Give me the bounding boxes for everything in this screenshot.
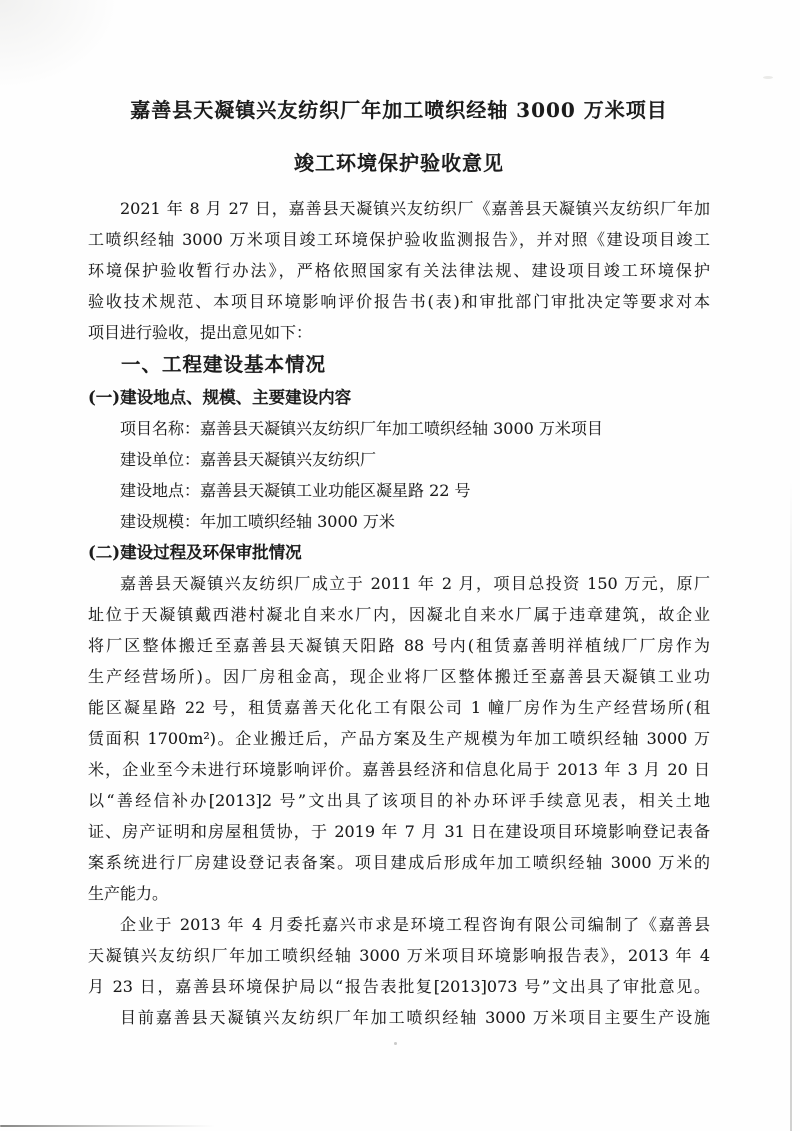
paragraph-line: 米，企业至今未进行环境影响评价。嘉善县经济和信息化局于 2013 年 3 月 20 日 — [88, 760, 710, 779]
document-title-line1: 嘉善县天凝镇兴友纺织厂年加工喷织经轴 3000 万米项目 — [130, 98, 668, 122]
paragraph-line: 嘉善县天凝镇兴友纺织厂成立于 2011 年 2 月，项目总投资 150 万元，原厂 — [120, 574, 710, 593]
section-heading: 一、工程建设基本情况 — [121, 353, 327, 376]
scan-artifact-speck — [394, 1042, 397, 1045]
scan-artifact-bottom-streak — [0, 1125, 215, 1127]
field-line: 建设地点：嘉善县天凝镇工业功能区凝星路 22 号 — [120, 481, 471, 500]
paragraph-line: 址位于天凝镇戴西港村凝北自来水厂内，因凝北自来水厂属于违章建筑，故企业 — [88, 605, 710, 624]
paragraph-line: 工喷织经轴 3000 万米项目竣工环境保护验收监测报告》，并对照《建设项目竣工 — [88, 230, 710, 249]
paragraph-line: 案系统进行厂房建设登记表备案。项目建成后形成年加工喷织经轴 3000 万米的 — [88, 853, 710, 872]
paragraph-line: 2021 年 8 月 27 日，嘉善县天凝镇兴友纺织厂《嘉善县天凝镇兴友纺织厂年加 — [120, 199, 710, 218]
paragraph-line: 环境保护验收暂行办法》，严格依照国家有关法律法规、建设项目竣工环境保护 — [88, 261, 710, 280]
scan-artifact-speck — [763, 76, 773, 79]
document-content — [88, 96, 710, 1033]
field-line: 建设单位：嘉善县天凝镇兴友纺织厂 — [120, 450, 377, 469]
scan-artifact-right-edge — [790, 480, 792, 1131]
paragraph-line: 企业于 2013 年 4 月委托嘉兴市求是环境工程咨询有限公司编制了《嘉善县 — [120, 915, 710, 934]
paragraph-line: 生产能力。 — [88, 884, 169, 903]
paragraph-line: 能区凝星路 22 号，租赁嘉善天化化工有限公司 1 幢厂房作为生产经营场所(租 — [88, 698, 710, 717]
paragraph-line: 生产经营场所)。因厂房租金高，现企业将厂区整体搬迁至嘉善县天凝镇工业功 — [88, 667, 710, 686]
paragraph-line: 以“善经信补办[2013]2 号”文出具了该项目的补办环评手续意见表，相关土地 — [88, 791, 710, 810]
paragraph-line: 目前嘉善县天凝镇兴友纺织厂年加工喷织经轴 3000 万米项目主要生产设施 — [120, 1008, 710, 1027]
paragraph-line: 将厂区整体搬迁至嘉善县天凝镇天阳路 88 号内(租赁嘉善明祥植绒厂厂房作为 — [88, 636, 710, 655]
paragraph-line: 赁面积 1700m²)。企业搬迁后，产品方案及生产规模为年加工喷织经轴 3000 万 — [88, 729, 710, 748]
field-line: 项目名称：嘉善县天凝镇兴友纺织厂年加工喷织经轴 3000 万米项目 — [120, 419, 603, 438]
subsection-heading: (二)建设过程及环保审批情况 — [88, 543, 302, 562]
document-body — [88, 193, 710, 1033]
subsection-heading: (一)建设地点、规模、主要建设内容 — [88, 388, 352, 407]
field-line: 建设规模：年加工喷织经轴 3000 万米 — [120, 512, 395, 531]
paragraph-line: 验收技术规范、本项目环境影响评价报告书(表)和审批部门审批决定等要求对本 — [88, 292, 710, 311]
paragraph-line: 天凝镇兴友纺织厂年加工喷织经轴 3000 万米项目环境影响报告表》，2013 年 4 — [88, 946, 710, 965]
paragraph-line: 月 23 日，嘉善县环境保护局以“报告表批复[2013]073 号”文出具了审批意见。 — [88, 977, 710, 996]
paragraph-line: 项目进行验收，提出意见如下： — [88, 323, 313, 342]
document-title-line2: 竣工环境保护验收意见 — [294, 151, 504, 175]
paragraph-line: 证、房产证明和房屋租赁协，于 2019 年 7 月 31 日在建设项目环境影响登记表备 — [88, 822, 710, 841]
